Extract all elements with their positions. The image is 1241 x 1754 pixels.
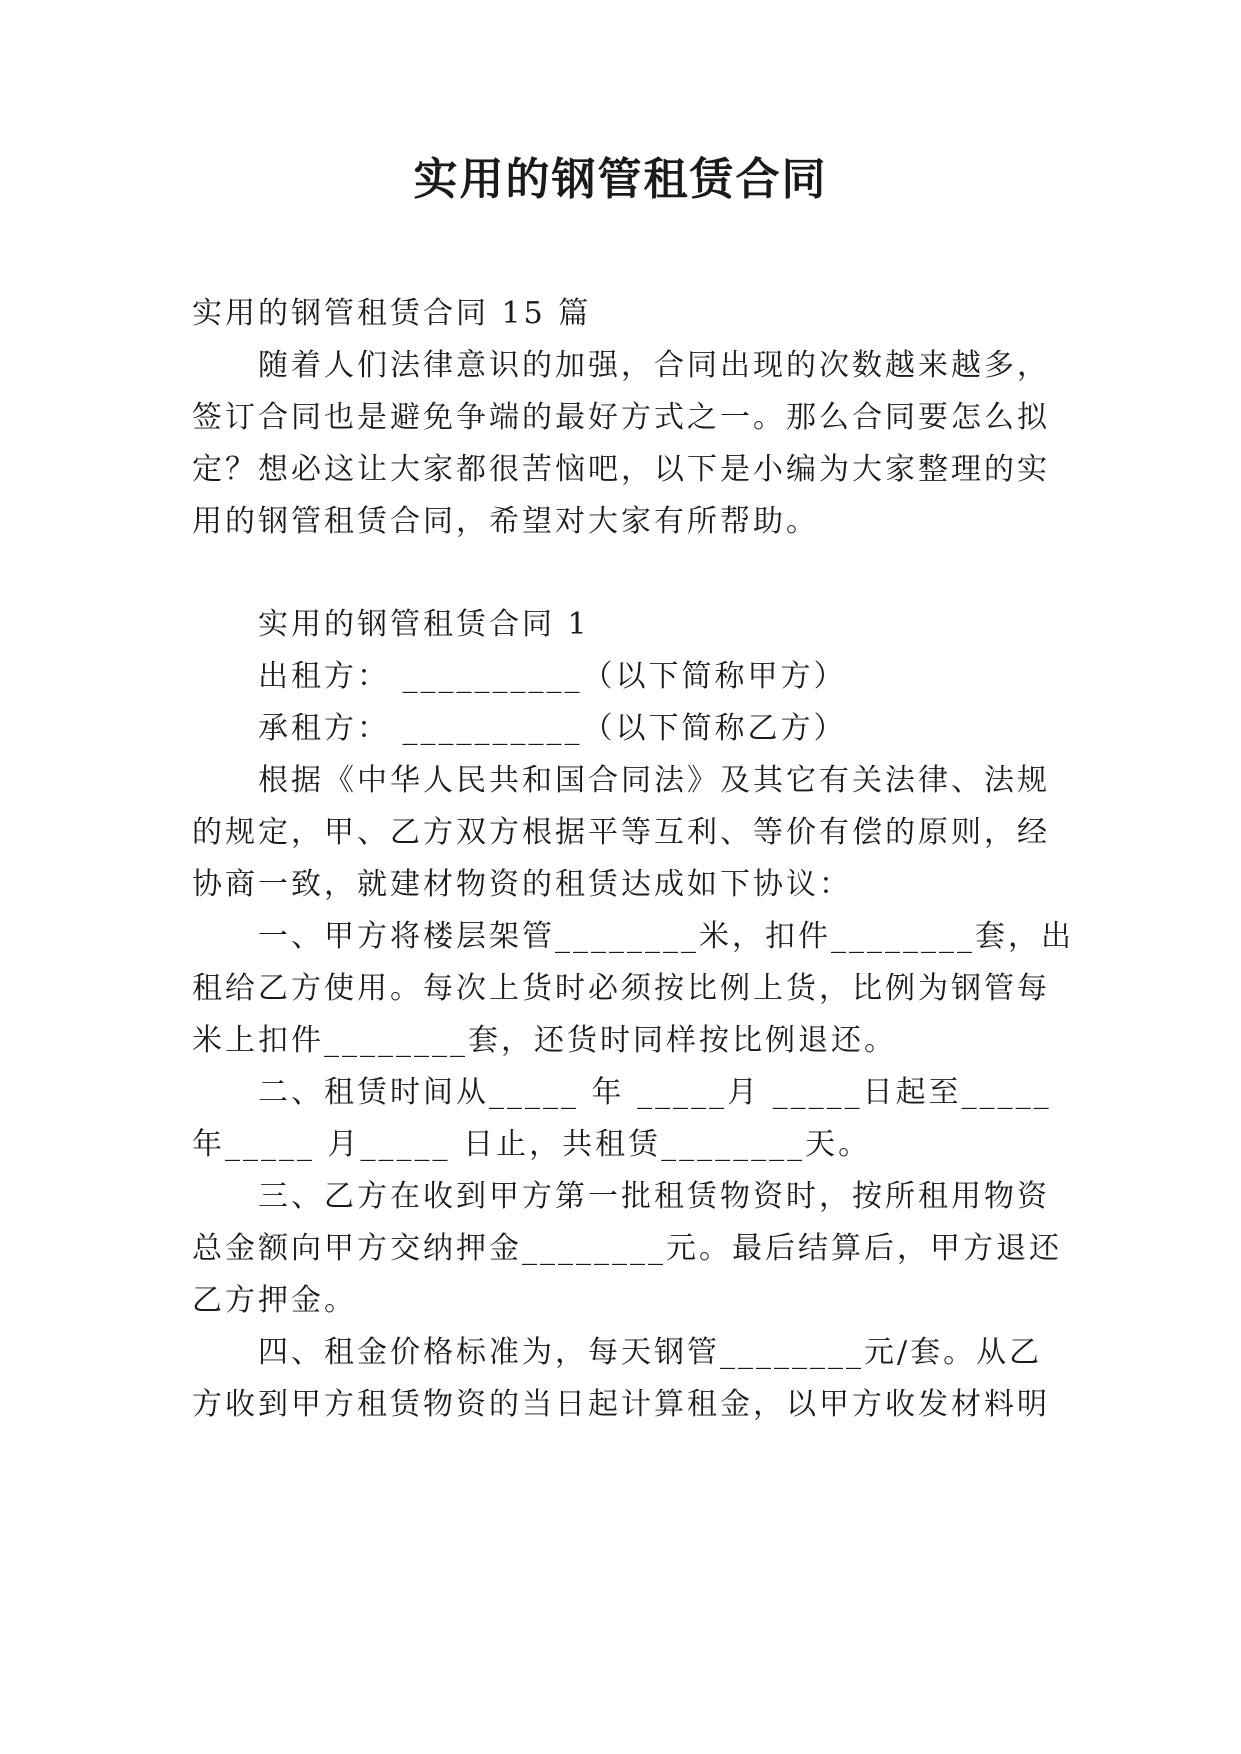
clause-2-line-2: 年_____ 月_____ 日止，共租赁________天。 xyxy=(192,1127,872,1162)
clause-3-line-2: 总金额向甲方交纳押金________元。最后结算后，甲方退还 xyxy=(192,1231,1062,1266)
document-title: 实用的钢管租赁合同 xyxy=(413,154,828,205)
basis-line-1: 根据《中华人民共和国合同法》及其它有关法律、法规 xyxy=(258,763,1050,798)
basis-line-3: 协商一致，就建材物资的租赁达成如下协议： xyxy=(192,867,852,902)
clause-4-line-1: 四、租金价格标准为，每天钢管________元/套。从乙 xyxy=(258,1335,1043,1370)
section-heading: 实用的钢管租赁合同 1 xyxy=(258,607,590,642)
clause-3-line-3: 乙方押金。 xyxy=(192,1283,357,1318)
intro-line-3: 定？想必这让大家都很苦恼吧，以下是小编为大家整理的实 xyxy=(192,452,1050,487)
clause-3-line-1: 三、乙方在收到甲方第一批租赁物资时，按所租用物资 xyxy=(258,1179,1050,1214)
lessee-line: 承租方： __________（以下简称乙方） xyxy=(258,711,847,746)
intro-line-2: 签订合同也是避免争端的最好方式之一。那么合同要怎么拟 xyxy=(192,400,1050,435)
intro-line-1: 随着人们法律意识的加强，合同出现的次数越来越多， xyxy=(258,348,1050,383)
clause-2-line-1: 二、租赁时间从_____ 年 _____月 _____日起至_____ xyxy=(258,1075,1052,1110)
lessor-line: 出租方： __________（以下简称甲方） xyxy=(258,659,847,694)
clause-1-line-1: 一、甲方将楼层架管________米，扣件________套，出 xyxy=(258,919,1074,954)
clause-1-line-2: 租给乙方使用。每次上货时必须按比例上货，比例为钢管每 xyxy=(192,971,1050,1006)
subtitle-line: 实用的钢管租赁合同 15 篇 xyxy=(192,296,592,331)
intro-line-4: 用的钢管租赁合同，希望对大家有所帮助。 xyxy=(192,504,819,539)
basis-line-2: 的规定，甲、乙方双方根据平等互利、等价有偿的原则，经 xyxy=(192,815,1050,850)
clause-1-line-3: 米上扣件________套，还货时同样按比例退还。 xyxy=(192,1023,897,1058)
clause-4-line-2: 方收到甲方租赁物资的当日起计算租金，以甲方收发材料明 xyxy=(192,1387,1050,1422)
